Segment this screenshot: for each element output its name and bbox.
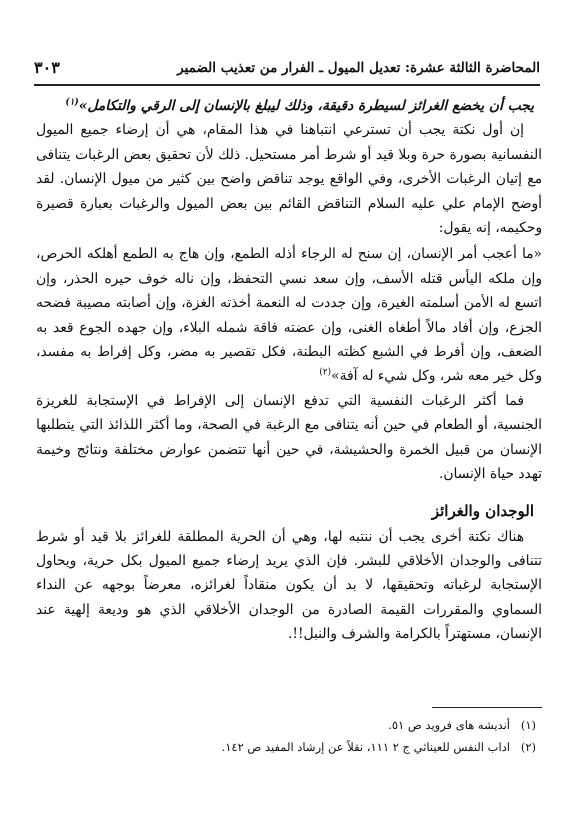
footnote-text: اداب النفس للعيناثي ج ٢ ١١١، نقلاً عن إرشاد المفيد ص ١٤٢. [221,740,510,754]
section-heading: الوجدان والغرائز [431,501,534,520]
page-number: ٣٠٣ [34,58,60,77]
chapter-title: المحاضرة الثالثة عشرة: تعديل الميول ـ الفرار من تعذيب الضمير [177,60,540,76]
footnotes [36,707,542,758]
paragraph-3: هناك نكتة أخرى يجب أن ننتبه لها، وهي أن الحرية المطلقة للغرائز بلا قيد أو شرط تتنافى والوجدان الأخلاقي للبشر. فإن الذي يريد إرضاء جميع الميول بكل حرية، ويحاول الإستجابة لرغباته وتحقيقها، لا بد أن يكون منقاداً لغرائزه، معرضاً بوجهه عن النداء السماوي والمقررات القيمة الصادرة من الوجدان الأخلاقي الذي هو وديعة إلهية عند الإنسان، مستهتراً بالكرامة والشرف والنبل!!. [36,528,542,643]
paragraph-2: فما أكثر الرغبات النفسية التي تدفع الإنسان إلى الإفراط في الإستجابة للغريزة الجنسية، أو الطعام في حين أنه يتنافى مع الرغبة في الصحة، وما أكثر اللذائذ التي يتطلبها الإنسان من قبيل الخمرة والحشيشة، في حين أنها تتضمن عوارض مختلفة ونتائج وخيمة تهدد حياة الإنسان. [36,392,542,483]
lead-paragraph [36,94,534,118]
footnote-number: (٢) [520,740,536,754]
lead-text: يجب أن يخضع الغرائز لسيطرة دقيقة، وذلك ليبلغ بالإنسان إلى الرقي والتكامل» [78,98,534,114]
running-header [34,54,540,86]
footnote-ref-1: (١) [65,97,79,108]
paragraph-1: إن أول نكتة يجب أن تسترعي انتباهنا في هذا المقام، هي أن إرضاء جميع الميول النفسانية بصورة حرة وبلا قيد أو شرط أمر مستحيل. ذلك لأن تحقيق بعض الرغبات يتنافى مع إتيان الرغبات الأخرى، وفي الواقع يوجد تناقض واضح بين كثير من ميول الإنسان. لقد أوضح الإمام علي عليه السلام التناقض القائم بين بعض الميول والرغبات بعبارة قصيرة وحكيمه، إنه يقول: [36,122,542,237]
footnote-text: أنديشه هاى فرويد ص ٥١. [388,718,510,732]
footnote-item [36,714,536,736]
quote-text: «ما أعجب أمر الإنسان، إن سنح له الرجاء أذله الطمع، وإن هاج به الطمع أهلكه الحرص، وإن ملكه اليأس قتله الأسف، وإن سعد نسي التحفظ، وإن ناله خوف حيره الحذر، وإن اتسع له الأمن أسلمته الغيرة، وإن جددت له النعمة أخذته الغزة، وإن أصابته مصيبة فضحه الجزع، وإن أفاد مالاً أطغاه الغنى، وإن عضته فاقة شمله البلاء، وإن جهده الجوع قعد به الضعف، وإن أفرط في الشبع كظته البطنة، فكل تقصير به مضر، وكل إفراط به مفسد، وكل خير معه شر، وكل شيء له آفة» [36,246,542,385]
footnote-ref-2: (٢) [319,367,332,378]
main-text [36,94,542,647]
quote-paragraph [36,242,542,388]
footnote-item [36,736,536,758]
footnote-number: (١) [520,718,536,732]
footnote-divider [432,707,542,708]
